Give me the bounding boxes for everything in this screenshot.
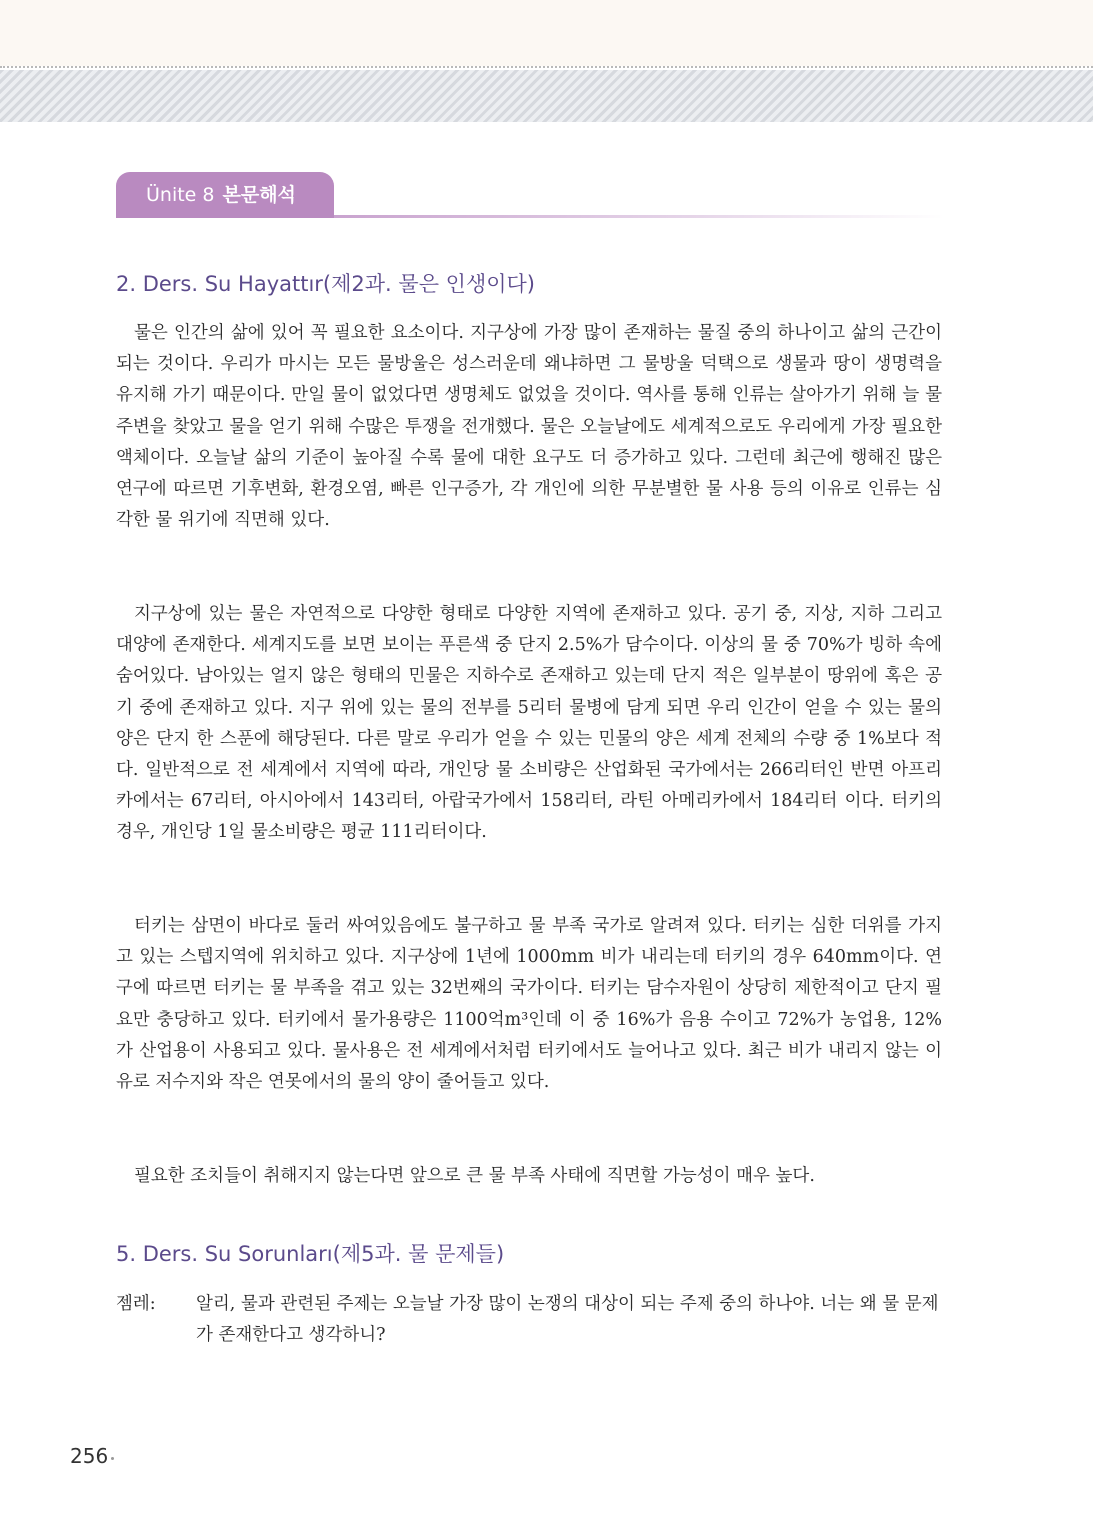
unit-label: Ünite 8 xyxy=(146,184,215,206)
dialog-line xyxy=(116,1289,942,1351)
header-dotted-divider xyxy=(0,66,1093,68)
page-number: 256 xyxy=(70,1444,109,1468)
dialog-speaker: 젬레: xyxy=(116,1294,156,1314)
section-heading-ders-2: 2. Ders. Su Hayattır(제2과. 물은 인생이다) xyxy=(116,272,535,296)
page-header-band xyxy=(0,0,1093,66)
section-heading-ders-5: 5. Ders. Su Sorunları(제5과. 물 문제들) xyxy=(116,1242,505,1266)
paragraph-2: 지구상에 있는 물은 자연적으로 다양한 형태로 다양한 지역에 존재하고 있다. 공기 중, 지상, 지하 그리고 대양에 존재한다. 세계지도를 보면 보이는 푸른색 중 단지 2.5%가 담수이다. 이상의 물 중 70%가 빙하 속에 숨어있다. 남아있는 얼지 않은 형태의 민물은 지하수로 존재하고 있는데 단지 적은 일부분이 땅위에 혹은 공기 중에 존재하고 있다. 지구 위에 있는 물의 전부를 5리터 물병에 담게 되면 우리 인간이 얻을 수 있는 물의 양은 단지 한 스푼에 해당된다. 다른 말로 우리가 얻을 수 있는 민물의 양은 세계 전체의 수량 중 1%보다 적다. 일반적으로 전 세계에서 지역에 따라, 개인당 물 소비량은 산업화된 국가에서는 266리터인 반면 아프리카에서는 67리터, 아시아에서 143리터, 아랍국가에서 158리터, 라틴 아메리카에서 184리터 이다. 터키의 경우, 개인당 1일 물소비량은 평균 111리터이다. xyxy=(116,604,942,843)
paragraph-4: 필요한 조치들이 취해지지 않는다면 앞으로 큰 물 부족 사태에 직면할 가능성이 매우 높다. xyxy=(134,1166,815,1186)
unit-tab xyxy=(116,172,334,218)
paragraph-1: 물은 인간의 삶에 있어 꼭 필요한 요소이다. 지구상에 가장 많이 존재하는 물질 중의 하나이고 삶의 근간이 되는 것이다. 우리가 마시는 모든 물방울은 성스러운데 왜냐하면 그 물방울 덕택으로 생물과 땅이 생명력을 유지해 가기 때문이다. 만일 물이 없었다면 생명체도 없었을 것이다. 역사를 통해 인류는 살아가기 위해 늘 물 주변을 찾았고 물을 얻기 위해 수많은 투쟁을 전개했다. 물은 오늘날에도 세계적으로도 우리에게 가장 필요한 액체이다. 오늘날 삶의 기준이 높아질 수록 물에 대한 요구도 더 증가하고 있다. 그런데 최근에 행해진 많은 연구에 따르면 기후변화, 환경오염, 빠른 인구증가, 각 개인에 의한 무분별한 물 사용 등의 이유로 인류는 심각한 물 위기에 직면해 있다. xyxy=(116,323,942,531)
page-number-dot xyxy=(111,1457,114,1460)
unit-title: 본문해석 xyxy=(222,184,296,206)
dialog-text: 알리, 물과 관련된 주제는 오늘날 가장 많이 논쟁의 대상이 되는 주제 중의 하나야. 너는 왜 물 문제가 존재한다고 생각하니? xyxy=(196,1294,939,1346)
unit-underline xyxy=(334,215,944,218)
paragraph-3: 터키는 삼면이 바다로 둘러 싸여있음에도 불구하고 물 부족 국가로 알려져 있다. 터키는 심한 더위를 가지고 있는 스텝지역에 위치하고 있다. 지구상에 1년에 1000mm 비가 내리는데 터키의 경우 640mm이다. 연구에 따르면 터키는 물 부족을 겪고 있는 32번째의 국가이다. 터키는 담수자원이 상당히 제한적이고 단지 필요만 충당하고 있다. 터키에서 물가용량은 1100억m³인데 이 중 16%가 음용 수이고 72%가 농업용, 12%가 산업용이 사용되고 있다. 물사용은 전 세계에서처럼 터키에서도 늘어나고 있다. 최근 비가 내리지 않는 이유로 저수지와 작은 연못에서의 물의 양이 줄어들고 있다. xyxy=(116,916,942,1093)
header-striped-band xyxy=(0,70,1093,122)
